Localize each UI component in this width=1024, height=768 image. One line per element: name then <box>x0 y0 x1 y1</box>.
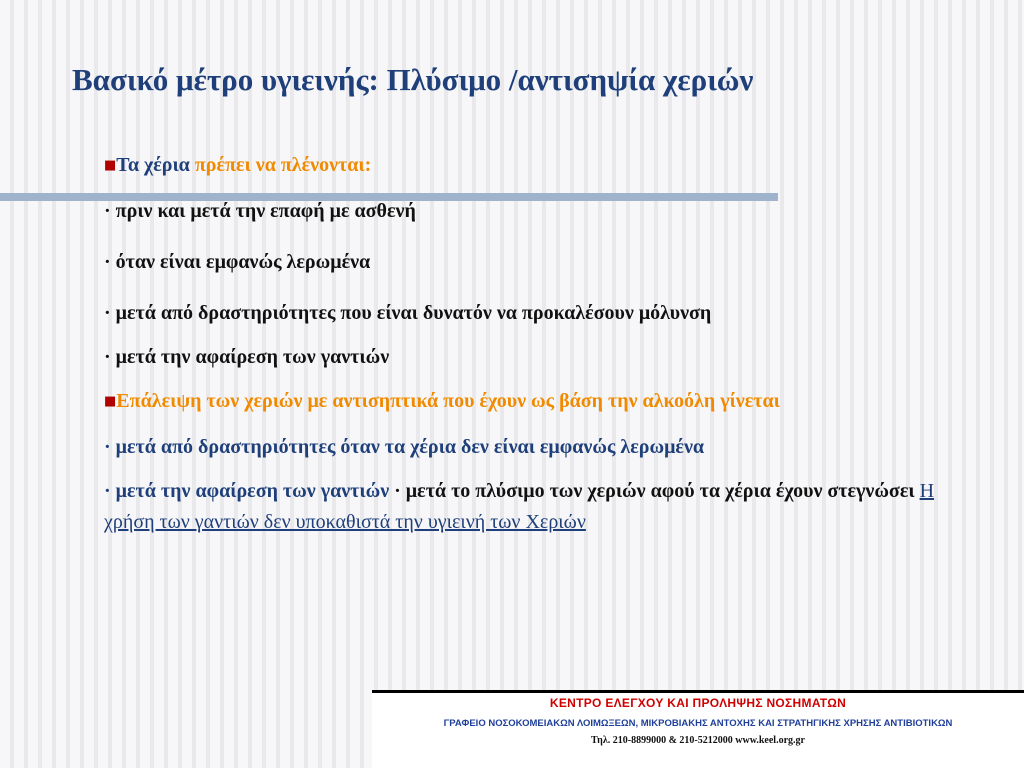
washing-lead-text: Τα χέρια <box>116 154 195 176</box>
gloves-note-link[interactable]: Η χρήση των γαντιών δεν υποκαθιστά την υγιεινή των Χεριών <box>104 480 935 533</box>
antisepsis-heading-text: Επάλειψη των χεριών με αντισηπτικά που έχουν ως βάση την αλκοόλη γίνεται <box>116 390 780 412</box>
washing-item: · πριν και μετά την επαφή με ασθενή <box>104 200 416 222</box>
washing-item: · όταν είναι εμφανώς λερωμένα <box>104 251 371 273</box>
antisepsis-item-with-link <box>104 476 984 538</box>
washing-item: · μετά από δραστηριότητες που είναι δυνατόν να προκαλέσουν μόλυνση <box>104 302 712 324</box>
antisepsis-item: · μετά από δραστηριότητες όταν τα χέρια δεν είναι εμφανώς λερωμένα <box>104 436 705 458</box>
slide-body <box>104 150 984 538</box>
footer-banner <box>372 693 1024 768</box>
footer-office-name: ΓΡΑΦΕΙΟ ΝΟΣΟΚΟΜΕΙΑΚΩΝ ΛΟΙΜΩΞΕΩΝ, ΜΙΚΡΟΒΙΑΚΗΣ ΑΝΤΟΧΗΣ ΚΑΙ ΣΤΡΑΤΗΓΙΚΗΣ ΧΡΗΣΗΣ ΑΝΤΙΒΙΟΤΙΚΩΝ <box>443 718 953 729</box>
washing-lead <box>104 150 984 183</box>
antisepsis-heading <box>104 386 984 419</box>
footer-org-name: ΚΕΝΤΡΟ ΕΛΕΓΧΟΥ ΚΑΙ ΠΡΟΛΗΨΗΣ ΝΟΣΗΜΑΤΩΝ <box>549 696 847 710</box>
footer-contact: Τηλ. 210-8899000 & 210-5212000 www.keel.org.gr <box>591 735 805 746</box>
washing-lead-highlight: πρέπει να πλένονται: <box>194 154 372 176</box>
washing-item: · μετά την αφαίρεση των γαντιών <box>104 346 390 368</box>
square-bullet-icon: ■ <box>104 158 117 173</box>
antisepsis-item-part-a: · μετά την αφαίρεση των γαντιών <box>104 480 390 502</box>
slide-title: Βασικό μέτρο υγιεινής: Πλύσιμο /αντισηψία χεριών <box>72 62 754 97</box>
square-bullet-icon: ■ <box>104 394 117 409</box>
antisepsis-item-part-b: · μετά το πλύσιμο των χεριών αφού τα χέρια έχουν στεγνώσει <box>389 480 915 502</box>
